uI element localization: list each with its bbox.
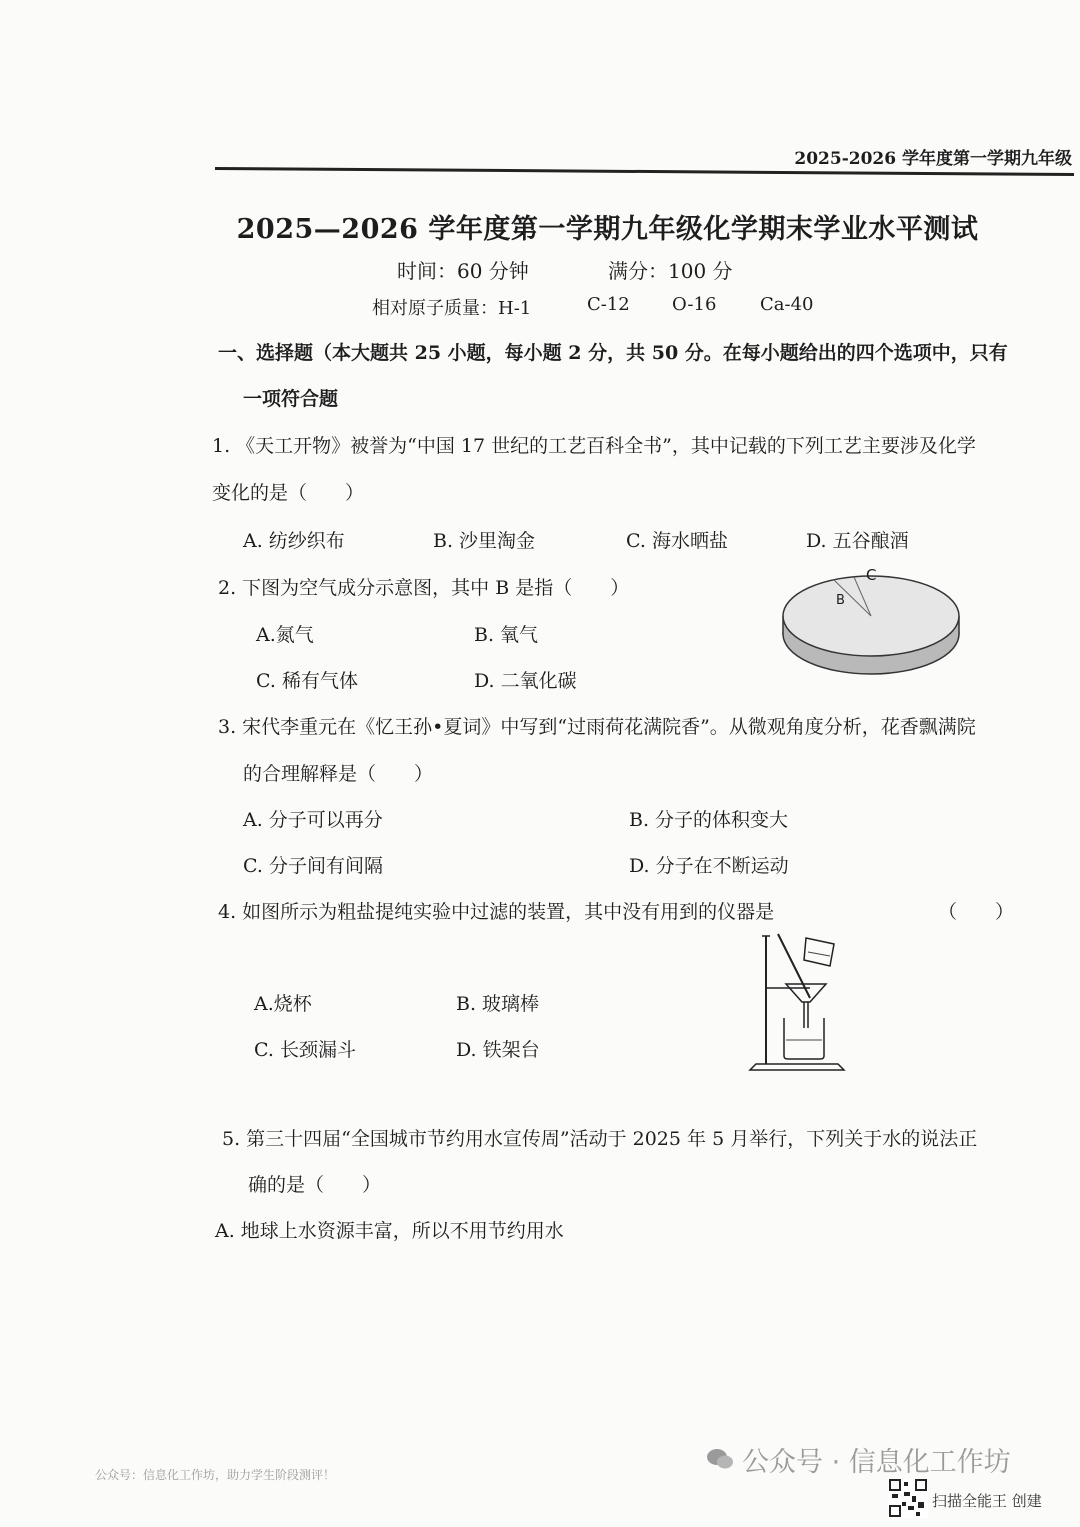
q2-option-d: D. 二氧化碳 [474,670,577,692]
q2-option-b: B. 氧气 [474,624,539,646]
air-figure-label-c: C [866,566,877,584]
air-composition-figure [776,566,966,686]
qr-code-icon [888,1478,928,1518]
q2-stem: 2. 下图为空气成分示意图，其中 B 是指（ ） [218,577,630,599]
running-header: 2025-2026 学年度第一学期九年级 [794,149,1072,169]
q4-answer-paren: （ ） [938,901,1015,923]
q1-stem: 1. 《天工开物》被誉为“中国 17 世纪的工艺百科全书”，其中记载的下列工艺主要涉及化学 [212,435,976,457]
atomic-mass-ca: Ca-40 [760,294,814,315]
watermark-left: 公众号：信息化工作坊，助力学生阶段测评！ [95,1468,336,1482]
q1-stem-cont: 变化的是（ ） [212,482,365,504]
q3-stem-cont: 的合理解释是（ ） [243,763,434,785]
q1-option-b: B. 沙里淘金 [433,530,536,552]
q4-stem: 4. 如图所示为粗盐提纯实验中过滤的装置，其中没有用到的仪器是 [218,901,775,923]
exam-time: 时间：60 分钟 [397,259,529,283]
scan-credit: 扫描全能王 创建 [932,1492,1042,1510]
q2-option-c: C. 稀有气体 [256,670,358,692]
q3-option-c: C. 分子间有间隔 [243,855,383,877]
q2-option-a: A.氮气 [256,624,314,646]
air-figure-label-b: B [836,593,845,608]
q4-option-d: D. 铁架台 [456,1039,540,1061]
q1-option-c: C. 海水晒盐 [626,530,728,552]
q1-option-d: D. 五谷酿酒 [806,530,909,552]
q1-option-a: A. 纺纱织布 [243,530,345,552]
exam-title: 2025—2026 学年度第一学期九年级化学期末学业水平测试 [236,214,979,245]
atomic-mass-c: C-12 [587,294,630,315]
q3-option-b: B. 分子的体积变大 [629,809,789,831]
q5-option-a: A. 地球上水资源丰富，所以不用节约用水 [215,1220,564,1242]
wechat-icon [705,1447,735,1471]
q4-option-a: A.烧杯 [254,993,312,1015]
section-heading: 一、选择题（本大题共 25 小题，每小题 2 分，共 50 分。在每小题给出的四个选项中，只有 [218,342,1008,364]
atomic-mass-o: O-16 [672,294,717,315]
q3-option-d: D. 分子在不断运动 [629,855,789,877]
q5-stem-cont: 确的是（ ） [248,1174,382,1196]
section-heading-cont: 一项符合题 [243,388,339,410]
q4-option-c: C. 长颈漏斗 [254,1039,356,1061]
q3-option-a: A. 分子可以再分 [243,809,383,831]
q5-stem: 5. 第三十四届“全国城市节约用水宣传周”活动于 2025 年 5 月举行，下列关于水的说法正 [222,1128,978,1150]
atomic-mass-label: 相对原子质量：H-1 [372,298,532,319]
filtration-apparatus-figure [748,928,848,1073]
exam-full-score: 满分：100 分 [608,259,733,283]
q3-stem: 3. 宋代李重元在《忆王孙•夏词》中写到“过雨荷花满院香”。从微观角度分析，花香飘满院 [218,716,976,738]
watermark-right: 公众号 · 信息化工作坊 [742,1447,1011,1478]
q4-option-b: B. 玻璃棒 [456,993,540,1015]
